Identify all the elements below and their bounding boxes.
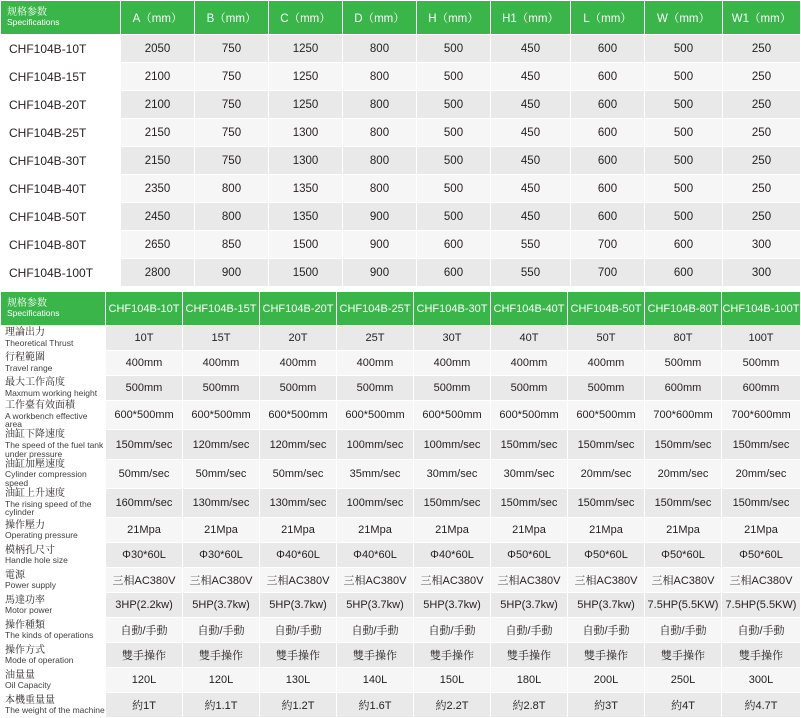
cell-value: 5HP(3.7kw) (337, 593, 414, 618)
cell-value: 30T (414, 326, 491, 351)
cell-value: 自動/手動 (260, 618, 337, 643)
cell-value: 15T (183, 326, 260, 351)
cell-a: 2450 (121, 203, 195, 231)
dimensions-spec-header: 规格参数 Specifications (1, 1, 121, 35)
cell-l: 600 (571, 35, 645, 63)
cell-value: 自動/手動 (414, 618, 491, 643)
cell-value: 150mm/sec (414, 489, 491, 518)
cell-value: 150mm/sec (722, 430, 801, 459)
cell-d: 900 (343, 203, 417, 231)
cell-value: 5HP(3.7kw) (414, 593, 491, 618)
cell-w: 600 (645, 259, 723, 287)
row-label-motor-power: 馬達功率 Motor power (1, 593, 106, 618)
table-row (1, 568, 801, 593)
cell-value: 21Mpa (183, 518, 260, 543)
table-row (1, 459, 801, 488)
cell-value: 500mm (645, 351, 722, 376)
cell-l: 600 (571, 203, 645, 231)
cell-c: 1250 (269, 91, 343, 119)
column-header-h1: H1（mm） (491, 1, 571, 35)
cell-value: 500mm (414, 376, 491, 401)
column-header-w: W（mm） (645, 1, 723, 35)
column-header-c: C（mm） (269, 1, 343, 35)
cell-w1: 300 (723, 259, 801, 287)
cell-c: 1250 (269, 35, 343, 63)
cell-value: 三相AC380V (337, 568, 414, 593)
cell-value: 三相AC380V (645, 568, 722, 593)
cell-value: 21Mpa (260, 518, 337, 543)
cell-d: 800 (343, 35, 417, 63)
cell-h1: 450 (491, 203, 571, 231)
model-header-30t: CHF104B-30T (414, 292, 491, 326)
cell-value: 80T (645, 326, 722, 351)
table-row (1, 376, 801, 401)
cell-w1: 250 (723, 175, 801, 203)
cell-value: 120L (106, 668, 183, 693)
cell-value: 600*500mm (491, 401, 568, 430)
cell-w1: 250 (723, 203, 801, 231)
cell-l: 600 (571, 147, 645, 175)
cell-value: 21Mpa (414, 518, 491, 543)
cell-value: 600*500mm (568, 401, 645, 430)
table-row (1, 259, 801, 287)
cell-value: 120mm/sec (260, 430, 337, 459)
cell-value: 400mm (106, 351, 183, 376)
cell-value: 150mm/sec (491, 489, 568, 518)
cell-value: 約4T (645, 693, 722, 718)
cell-w1: 250 (723, 63, 801, 91)
cell-b: 900 (195, 259, 269, 287)
cell-h: 500 (417, 119, 491, 147)
cell-value: 30mm/sec (414, 459, 491, 488)
cell-d: 800 (343, 91, 417, 119)
model-name: CHF104B-15T (1, 63, 121, 91)
table-row (1, 668, 801, 693)
cell-b: 800 (195, 175, 269, 203)
cell-value: 120mm/sec (183, 430, 260, 459)
cell-value: Φ40*60L (337, 543, 414, 568)
cell-c: 1350 (269, 175, 343, 203)
cell-w: 500 (645, 35, 723, 63)
cell-d: 800 (343, 147, 417, 175)
cell-value: 600mm (722, 376, 801, 401)
cell-value: 400mm (491, 351, 568, 376)
cell-value: 100T (722, 326, 801, 351)
cell-a: 2150 (121, 147, 195, 175)
cell-value: 400mm (568, 351, 645, 376)
cell-value: 400mm (337, 351, 414, 376)
cell-w1: 250 (723, 35, 801, 63)
cell-value: 雙手操作 (414, 643, 491, 668)
model-header-25t: CHF104B-25T (337, 292, 414, 326)
cell-value: 130mm/sec (260, 489, 337, 518)
dimensions-table (0, 0, 801, 287)
table-row (1, 91, 801, 119)
column-header-d: D（mm） (343, 1, 417, 35)
cell-value: 雙手操作 (337, 643, 414, 668)
cell-value: Φ50*60L (645, 543, 722, 568)
table-row (1, 693, 801, 718)
cell-value: 約3T (568, 693, 645, 718)
cell-value: 150mm/sec (645, 430, 722, 459)
cell-h1: 450 (491, 91, 571, 119)
cell-h: 500 (417, 203, 491, 231)
cell-value: 21Mpa (568, 518, 645, 543)
cell-value: 20T (260, 326, 337, 351)
cell-value: 雙手操作 (183, 643, 260, 668)
cell-value: 50mm/sec (106, 459, 183, 488)
model-name: CHF104B-40T (1, 175, 121, 203)
cell-value: 21Mpa (106, 518, 183, 543)
cell-w1: 250 (723, 147, 801, 175)
model-name: CHF104B-10T (1, 35, 121, 63)
cell-value: 180L (491, 668, 568, 693)
row-label-kinds-of-operations: 操作種類 The kinds of operations (1, 618, 106, 643)
model-header-15t: CHF104B-15T (183, 292, 260, 326)
cell-value: 600*500mm (337, 401, 414, 430)
cell-h: 600 (417, 231, 491, 259)
cell-value: 150L (414, 668, 491, 693)
cell-b: 750 (195, 63, 269, 91)
cell-l: 600 (571, 175, 645, 203)
cell-w1: 250 (723, 119, 801, 147)
cell-value: Φ50*60L (722, 543, 801, 568)
cell-a: 2150 (121, 119, 195, 147)
cell-value: 5HP(3.7kw) (568, 593, 645, 618)
cell-w1: 250 (723, 91, 801, 119)
row-label-workbench-area: 工作臺有效面積 A workbench effective area (1, 401, 106, 430)
cell-value: 雙手操作 (106, 643, 183, 668)
cell-value: 20mm/sec (568, 459, 645, 488)
cell-value: 50T (568, 326, 645, 351)
table-row (1, 401, 801, 430)
cell-c: 1500 (269, 259, 343, 287)
cell-value: 600mm (645, 376, 722, 401)
table-row (1, 63, 801, 91)
cell-value: 700*600mm (645, 401, 722, 430)
model-name: CHF104B-30T (1, 147, 121, 175)
cell-w: 500 (645, 91, 723, 119)
cell-value: 約1T (106, 693, 183, 718)
cell-value: 自動/手動 (183, 618, 260, 643)
model-header-40t: CHF104B-40T (491, 292, 568, 326)
table-row (1, 643, 801, 668)
cell-value: 約4.7T (722, 693, 801, 718)
cell-value: 400mm (183, 351, 260, 376)
row-label-operating-pressure: 操作壓力 Operating pressure (1, 518, 106, 543)
cell-value: 7.5HP(5.5KW) (722, 593, 801, 618)
cell-h1: 450 (491, 147, 571, 175)
cell-value: 150mm/sec (491, 430, 568, 459)
column-header-w1: W1（mm） (723, 1, 801, 35)
cell-value: 自動/手動 (568, 618, 645, 643)
cell-value: 140L (337, 668, 414, 693)
column-header-b: B（mm） (195, 1, 269, 35)
cell-l: 600 (571, 119, 645, 147)
technical-parameters-table (0, 291, 801, 718)
cell-value: 三相AC380V (183, 568, 260, 593)
model-header-10t: CHF104B-10T (106, 292, 183, 326)
cell-value: 約1.6T (337, 693, 414, 718)
cell-value: 三相AC380V (568, 568, 645, 593)
table-row (1, 618, 801, 643)
cell-value: 自動/手動 (645, 618, 722, 643)
cell-a: 2350 (121, 175, 195, 203)
cell-b: 850 (195, 231, 269, 259)
cell-value: 三相AC380V (414, 568, 491, 593)
cell-h1: 450 (491, 35, 571, 63)
cell-value: 150mm/sec (645, 489, 722, 518)
cell-a: 2050 (121, 35, 195, 63)
cell-value: 21Mpa (491, 518, 568, 543)
model-name: CHF104B-100T (1, 259, 121, 287)
cell-w: 500 (645, 119, 723, 147)
cell-a: 2100 (121, 91, 195, 119)
cell-value: 100mm/sec (337, 489, 414, 518)
cell-value: 三相AC380V (722, 568, 801, 593)
cell-value: 600*500mm (106, 401, 183, 430)
cell-h1: 450 (491, 63, 571, 91)
cell-value: 150mm/sec (722, 489, 801, 518)
cell-c: 1300 (269, 119, 343, 147)
cell-l: 700 (571, 259, 645, 287)
cell-value: Φ30*60L (183, 543, 260, 568)
cell-value: 35mm/sec (337, 459, 414, 488)
table-row (1, 203, 801, 231)
technical-table-body (1, 326, 801, 718)
cell-value: 25T (337, 326, 414, 351)
table-row (1, 489, 801, 518)
cell-w: 500 (645, 203, 723, 231)
cell-value: 約2.8T (491, 693, 568, 718)
cell-value: 5HP(3.7kw) (491, 593, 568, 618)
cell-d: 900 (343, 259, 417, 287)
model-name: CHF104B-80T (1, 231, 121, 259)
cell-value: 50mm/sec (183, 459, 260, 488)
row-label-theoretical-thrust: 理論出力 Theoretical Thrust (1, 326, 106, 351)
cell-value: 130L (260, 668, 337, 693)
model-header-50t: CHF104B-50T (568, 292, 645, 326)
cell-a: 2800 (121, 259, 195, 287)
cell-value: 500mm (260, 376, 337, 401)
cell-h: 500 (417, 91, 491, 119)
cell-value: 雙手操作 (645, 643, 722, 668)
cell-value: 100mm/sec (337, 430, 414, 459)
cell-value: 500mm (183, 376, 260, 401)
cell-value: 3HP(2.2kw) (106, 593, 183, 618)
cell-h: 500 (417, 63, 491, 91)
cell-b: 750 (195, 119, 269, 147)
table-row (1, 147, 801, 175)
cell-value: 21Mpa (722, 518, 801, 543)
cell-value: 5HP(3.7kw) (260, 593, 337, 618)
cell-value: 150mm/sec (106, 430, 183, 459)
technical-table-header-row (1, 292, 801, 326)
cell-value: 三相AC380V (491, 568, 568, 593)
cell-value: 100mm/sec (414, 430, 491, 459)
cell-value: 自動/手動 (722, 618, 801, 643)
cell-h: 500 (417, 175, 491, 203)
cell-value: 約1.1T (183, 693, 260, 718)
cell-value: 250L (645, 668, 722, 693)
cell-value: 400mm (414, 351, 491, 376)
cell-value: Φ40*60L (414, 543, 491, 568)
row-label-machine-weight: 本機重量量 The weight of the machine (1, 693, 106, 718)
cell-l: 700 (571, 231, 645, 259)
cell-a: 2650 (121, 231, 195, 259)
cell-value: Φ50*60L (568, 543, 645, 568)
cell-h1: 550 (491, 231, 571, 259)
cell-value: 7.5HP(5.5KW) (645, 593, 722, 618)
cell-value: 400mm (260, 351, 337, 376)
cell-value: 30mm/sec (491, 459, 568, 488)
table-row (1, 593, 801, 618)
cell-value: 700*600mm (722, 401, 801, 430)
cell-value: 10T (106, 326, 183, 351)
cell-value: 5HP(3.7kw) (183, 593, 260, 618)
cell-value: 三相AC380V (260, 568, 337, 593)
cell-b: 750 (195, 147, 269, 175)
cell-h: 500 (417, 35, 491, 63)
model-name: CHF104B-20T (1, 91, 121, 119)
cell-l: 600 (571, 63, 645, 91)
row-label-cylinder-rising-speed: 油缸上升速度 The rising speed of the cylinder (1, 489, 106, 518)
cell-w: 600 (645, 231, 723, 259)
table-row (1, 175, 801, 203)
cell-value: 三相AC380V (106, 568, 183, 593)
cell-b: 750 (195, 35, 269, 63)
cell-d: 800 (343, 119, 417, 147)
row-label-cylinder-down-speed: 油缸下降速度 The speed of the fuel tank under pressure (1, 430, 106, 459)
cell-c: 1250 (269, 63, 343, 91)
cell-value: 自動/手動 (106, 618, 183, 643)
cell-value: 21Mpa (645, 518, 722, 543)
cell-value: 雙手操作 (722, 643, 801, 668)
column-header-h: H（mm） (417, 1, 491, 35)
cell-value: 500mm (568, 376, 645, 401)
cell-b: 750 (195, 91, 269, 119)
cell-value: 40T (491, 326, 568, 351)
cell-value: Φ30*60L (106, 543, 183, 568)
cell-value: 600*500mm (260, 401, 337, 430)
cell-h1: 550 (491, 259, 571, 287)
cell-w: 500 (645, 63, 723, 91)
cell-d: 800 (343, 63, 417, 91)
row-label-travel-range: 行程範圍 Travel range (1, 351, 106, 376)
column-header-a: A（mm） (121, 1, 195, 35)
dimensions-table-header-row (1, 1, 801, 35)
model-name: CHF104B-25T (1, 119, 121, 147)
cell-a: 2100 (121, 63, 195, 91)
cell-value: 200L (568, 668, 645, 693)
cell-c: 1350 (269, 203, 343, 231)
cell-h: 500 (417, 147, 491, 175)
row-label-cylinder-compression-speed: 油缸加壓速度 Cylinder compression speed (1, 459, 106, 488)
cell-w: 500 (645, 147, 723, 175)
row-label-max-working-height: 最大工作高度 Maxmum working height (1, 376, 106, 401)
cell-value: 20mm/sec (722, 459, 801, 488)
cell-value: 500mm (491, 376, 568, 401)
model-header-20t: CHF104B-20T (260, 292, 337, 326)
cell-value: 約1.2T (260, 693, 337, 718)
cell-value: 600*500mm (414, 401, 491, 430)
cell-value: 雙手操作 (260, 643, 337, 668)
table-row (1, 35, 801, 63)
row-label-oil-capacity: 油量量 Oil Capacity (1, 668, 106, 693)
row-label-mode-of-operation: 操作方式 Mode of operation (1, 643, 106, 668)
cell-w1: 300 (723, 231, 801, 259)
cell-d: 900 (343, 231, 417, 259)
cell-value: 150mm/sec (568, 489, 645, 518)
column-header-l: L（mm） (571, 1, 645, 35)
cell-value: 500mm (106, 376, 183, 401)
cell-value: 50mm/sec (260, 459, 337, 488)
cell-value: 500mm (722, 351, 801, 376)
cell-d: 800 (343, 175, 417, 203)
cell-value: 20mm/sec (645, 459, 722, 488)
table-row (1, 430, 801, 459)
table-row (1, 543, 801, 568)
dimensions-table-body (1, 35, 801, 287)
cell-h: 600 (417, 259, 491, 287)
cell-value: 21Mpa (337, 518, 414, 543)
cell-value: 130mm/sec (183, 489, 260, 518)
cell-value: 雙手操作 (568, 643, 645, 668)
cell-value: 500mm (337, 376, 414, 401)
cell-l: 600 (571, 91, 645, 119)
cell-value: 自動/手動 (491, 618, 568, 643)
cell-value: 600*500mm (183, 401, 260, 430)
cell-value: 自動/手動 (337, 618, 414, 643)
cell-h1: 450 (491, 175, 571, 203)
cell-c: 1500 (269, 231, 343, 259)
table-row (1, 518, 801, 543)
cell-h1: 450 (491, 119, 571, 147)
table-row (1, 119, 801, 147)
table-row (1, 326, 801, 351)
cell-w: 500 (645, 175, 723, 203)
cell-value: 雙手操作 (491, 643, 568, 668)
cell-value: Φ50*60L (491, 543, 568, 568)
row-label-handle-hole-size: 模柄孔尺寸 Handle hole size (1, 543, 106, 568)
cell-b: 800 (195, 203, 269, 231)
model-header-100t: CHF104B-100T (722, 292, 801, 326)
table-row (1, 351, 801, 376)
technical-spec-header: 规格参数 Specifications (1, 292, 106, 326)
row-label-power-supply: 電源 Power supply (1, 568, 106, 593)
cell-c: 1300 (269, 147, 343, 175)
cell-value: 120L (183, 668, 260, 693)
cell-value: 約2.2T (414, 693, 491, 718)
cell-value: 150mm/sec (568, 430, 645, 459)
model-name: CHF104B-50T (1, 203, 121, 231)
cell-value: 300L (722, 668, 801, 693)
cell-value: 160mm/sec (106, 489, 183, 518)
table-row (1, 231, 801, 259)
cell-value: Φ40*60L (260, 543, 337, 568)
model-header-80t: CHF104B-80T (645, 292, 722, 326)
